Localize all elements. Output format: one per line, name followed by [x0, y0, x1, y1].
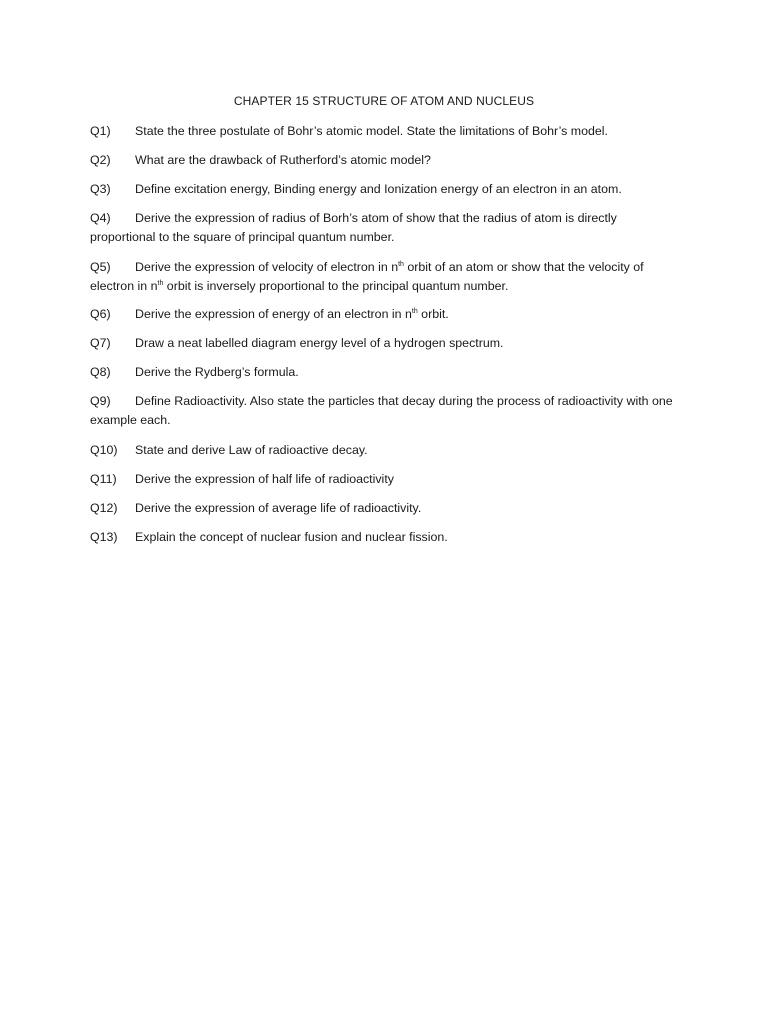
question-1 [90, 122, 680, 141]
question-text: State the three postulate of Bohr’s atomic model. State the limitations of Bohr’s model. [135, 124, 608, 138]
question-text: Derive the expression of radius of Borh’s atom of show that the radius of atom is directly proportional to the square of principal quantum number. [90, 211, 617, 244]
question-number: Q7) [90, 336, 111, 350]
question-text: Define excitation energy, Binding energy and Ionization energy of an electron in an atom. [135, 182, 622, 196]
question-number: Q10) [90, 443, 118, 457]
superscript: th [411, 307, 418, 315]
question-13 [90, 528, 680, 547]
question-text: State and derive Law of radioactive decay. [135, 443, 368, 457]
question-12 [90, 499, 680, 518]
question-number: Q8) [90, 365, 111, 379]
question-number: Q3) [90, 182, 111, 196]
question-number: Q1) [90, 124, 111, 138]
question-4 [90, 209, 680, 247]
question-number: Q2) [90, 153, 111, 167]
question-text: Draw a neat labelled diagram energy level of a hydrogen spectrum. [135, 336, 504, 350]
question-text-part: orbit. [417, 307, 449, 321]
question-text: Define Radioactivity. Also state the particles that decay during the process of radioactivity with one example each. [90, 394, 673, 427]
superscript: th [398, 260, 404, 268]
question-number: Q11) [90, 472, 117, 486]
question-6 [90, 305, 680, 324]
question-number: Q13) [90, 530, 118, 544]
question-number: Q6) [90, 307, 111, 321]
question-number: Q4) [90, 211, 111, 225]
chapter-title: CHAPTER 15 STRUCTURE OF ATOM AND NUCLEUS [233, 94, 535, 108]
question-5 [90, 258, 680, 296]
question-9 [90, 392, 680, 430]
question-text: Derive the expression of average life of radioactivity. [135, 501, 422, 515]
question-11 [90, 470, 680, 489]
question-number: Q12) [90, 501, 118, 515]
question-7 [90, 334, 680, 353]
question-3 [90, 180, 680, 199]
question-10 [90, 441, 680, 460]
question-number: Q5) [90, 260, 111, 274]
question-number: Q9) [90, 394, 111, 408]
superscript: th [157, 279, 164, 287]
question-text: Derive the Rydberg’s formula. [135, 365, 299, 379]
question-2 [90, 151, 680, 170]
question-text-part: Derive the expression of velocity of electron in n [135, 260, 399, 274]
question-8 [90, 363, 680, 382]
question-text-part: orbit is inversely proportional to the principal quantum number. [163, 279, 509, 293]
question-text-part: orbit of an atom or show that the velocity of electron in n [90, 260, 644, 293]
question-text-part: Derive the expression of energy of an electron in n [135, 307, 412, 321]
question-text: What are the drawback of Rutherford’s atomic model? [135, 153, 431, 167]
question-text: Explain the concept of nuclear fusion and nuclear fission. [135, 530, 448, 544]
question-text: Derive the expression of half life of radioactivity [135, 472, 394, 486]
